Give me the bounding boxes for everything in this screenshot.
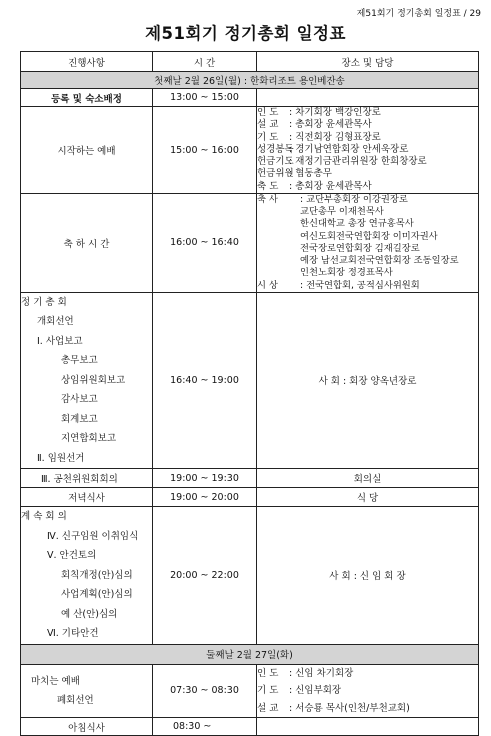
schedule-table xyxy=(20,51,479,736)
agenda-heading: 정 기 총 회 xyxy=(21,296,67,308)
dinner-place: 식 당 xyxy=(257,488,479,507)
closing-worship-roles xyxy=(257,664,479,718)
general-meeting-time: 16:40 ~ 19:00 xyxy=(153,292,257,469)
agenda-line: Ⅱ. 임원선거 xyxy=(37,452,85,464)
column-header: 시 간 xyxy=(153,52,257,72)
agenda-line: 지연합회보고 xyxy=(61,433,117,445)
page-header: 제51회기 정기총회 일정표 / 29 xyxy=(356,9,481,19)
role-line: 예장 남선교회전국연합회장 조동일장로 xyxy=(300,255,459,267)
general-meeting-agenda xyxy=(21,292,153,469)
day-banner-row xyxy=(21,72,479,89)
opening-worship-roles xyxy=(257,107,479,194)
agenda-line: 개회선언 xyxy=(37,316,74,328)
merit-committee-item: Ⅲ. 공천위원회회의 xyxy=(21,469,153,488)
agenda-heading: 계 속 회 의 xyxy=(21,511,67,523)
table-row xyxy=(21,89,479,107)
role-line: 성경봉독: 경기남연합회장 안세욱장로 xyxy=(257,143,409,155)
role-line: 헌금위원: 협동총무 xyxy=(257,168,332,180)
agenda-line: Ⅴ. 안건토의 xyxy=(47,550,97,562)
opening-worship-time: 15:00 ~ 16:00 xyxy=(153,107,257,194)
closing-worship-time: 07:30 ~ 08:30 xyxy=(153,664,257,718)
column-header: 장소 및 담당 xyxy=(257,52,479,72)
continued-meeting-time: 20:00 ~ 22:00 xyxy=(153,507,257,645)
registration-item: 등록 및 숙소배정 xyxy=(21,89,153,107)
breakfast-time: 08:30 ~ xyxy=(153,718,257,736)
table-row xyxy=(21,507,479,645)
breakfast-place xyxy=(257,718,479,736)
congrats-time: 16:00 ~ 16:40 xyxy=(153,194,257,293)
table-header-row xyxy=(21,52,479,72)
opening-worship-item: 시작하는 예배 xyxy=(21,107,153,194)
continued-meeting-agenda xyxy=(21,507,153,645)
column-header: 진행사항 xyxy=(21,52,153,72)
role-line: 여신도회전국연합회장 이미자권사 xyxy=(300,230,438,242)
day1-banner: 첫째날 2월 26일(월) : 한화리조트 용인베잔송 xyxy=(21,72,479,89)
table-row xyxy=(21,469,479,488)
role-line: 기 도 : 직전회장 김형표장로 xyxy=(257,131,381,143)
agenda-line: Ⅵ. 기타안건 xyxy=(47,628,99,640)
agenda-line: 감사보고 xyxy=(61,394,98,406)
table-row xyxy=(21,718,479,736)
table-row xyxy=(21,292,479,469)
agenda-line: 상임위원회보고 xyxy=(61,374,126,386)
table-row xyxy=(21,488,479,507)
general-meeting-place: 사 회 : 회장 양옥년장로 xyxy=(257,292,479,469)
registration-place xyxy=(257,89,479,107)
congrats-item: 축 하 시 간 xyxy=(21,194,153,293)
table-row xyxy=(21,664,479,718)
role-line: 시 상 : 전국연합회, 공적심사위원회 xyxy=(257,279,420,291)
day-banner-row xyxy=(21,644,479,664)
closing-worship-item: 마치는 예배 폐회선언 xyxy=(21,664,153,718)
role-line: 설 교 : 총회장 윤세관목사 xyxy=(257,119,372,131)
role-line: 인 도 : 신임 차기회장 xyxy=(257,667,354,679)
role-line: 기 도 : 신임부회장 xyxy=(257,685,342,697)
table-row xyxy=(21,194,479,293)
agenda-line: 총무보고 xyxy=(61,355,98,367)
congrats-roles xyxy=(257,194,479,293)
role-line: 축 도 : 총회장 윤세관목사 xyxy=(257,180,372,192)
role-line: 한신대학교 총장 연규홍목사 xyxy=(300,218,414,230)
role-line: 전국장로연합회장 김재길장로 xyxy=(300,242,420,254)
agenda-line: 회칙개정(안)심의 xyxy=(61,569,133,581)
role-line: 인 도 : 차기회장 백강인장로 xyxy=(257,107,381,118)
role-line: 설 교 : 서승룡 목사(인천/부천교회) xyxy=(257,702,410,714)
agenda-line: Ⅳ. 신구임원 이취임식 xyxy=(47,530,139,542)
role-line: 헌금기도: 재정기금관리위원장 한희창장로 xyxy=(257,156,427,168)
merit-committee-place: 회의실 xyxy=(257,469,479,488)
table-row xyxy=(21,107,479,194)
agenda-line: 사업계획(안)심의 xyxy=(61,589,133,601)
dinner-time: 19:00 ~ 20:00 xyxy=(153,488,257,507)
page-title: 제51회기 정기총회 일정표 xyxy=(145,24,346,43)
day2-banner: 둘째날 2월 27일(화) xyxy=(21,644,479,664)
registration-time: 13:00 ~ 15:00 xyxy=(153,89,257,107)
continued-meeting-place: 사 회 : 신 임 회 장 xyxy=(257,507,479,645)
merit-committee-time: 19:00 ~ 19:30 xyxy=(153,469,257,488)
agenda-line: Ⅰ. 사업보고 xyxy=(37,335,83,347)
agenda-line: 회계보고 xyxy=(61,413,98,425)
role-line: 인천노회장 정경표목사 xyxy=(300,267,393,279)
role-line: 교단총무 이재천목사 xyxy=(300,206,384,218)
breakfast-item: 아침식사 xyxy=(21,718,153,736)
dinner-item: 저녁식사 xyxy=(21,488,153,507)
role-line: 축 사 : 교단부총회장 이강권장로 xyxy=(257,194,408,206)
agenda-line: 예 산(안)심의 xyxy=(61,608,118,620)
